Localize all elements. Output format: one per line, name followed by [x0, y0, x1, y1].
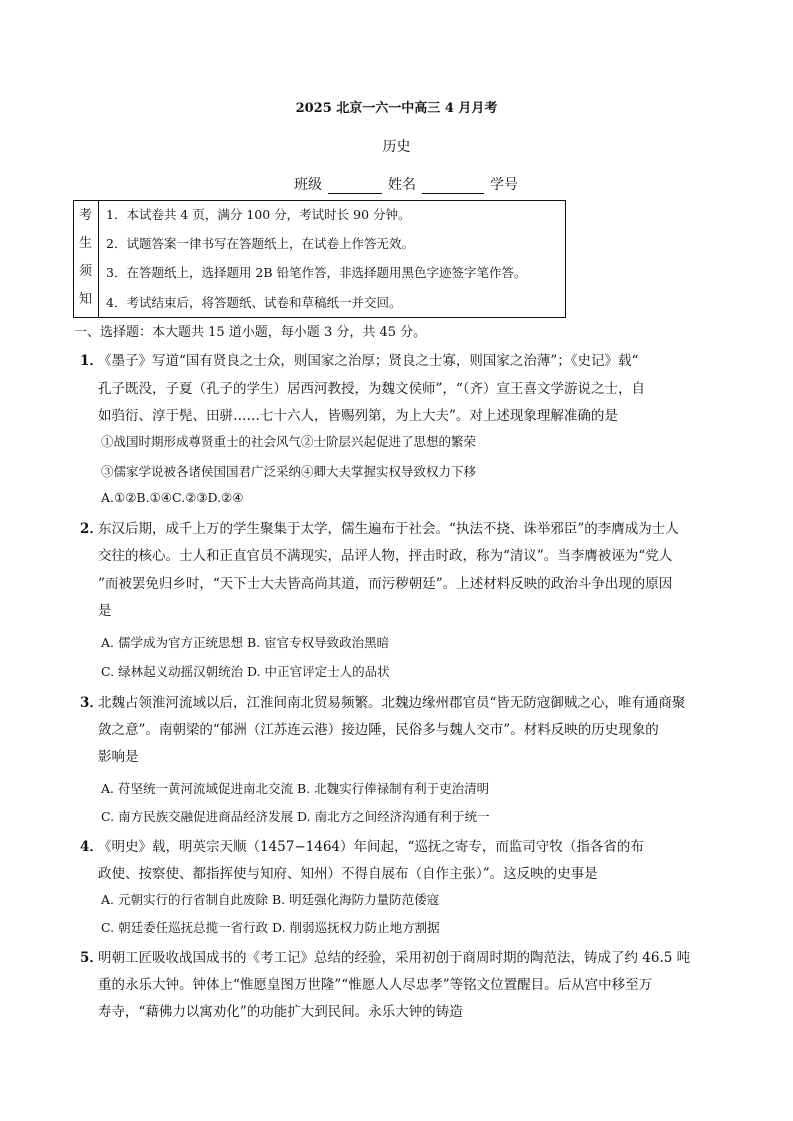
question-number: 2．	[80, 521, 103, 537]
answer-options: A. 元朝实行的行省制自此废除 B. 明廷强化海防力量防范倭寇	[101, 892, 440, 907]
question-text-line: 明朝工匠吸收战国成书的《考工记》总结的经验，采用初创于商周时期的陶范法，铸成了约 46.5 吨	[98, 950, 691, 966]
question-text-line: 是	[98, 603, 112, 619]
answer-options: C. 朝廷委任巡抚总揽一省行政 D. 削弱巡抚权力防止地方割据	[101, 920, 440, 935]
notice-box	[73, 200, 566, 318]
answer-options: A.①②B.①④C.②③D.②④	[101, 490, 244, 505]
class-label: 班级	[294, 177, 322, 193]
answer-options: C. 南方民族交融促进商品经济发展 D. 南北方之间经济沟通有利于统一	[101, 809, 490, 824]
question-statement: ③儒家学说被各诸侯国国君广泛采纳④卿大夫掌握实权导致权力下移	[101, 464, 477, 479]
question-text-line: 敛之意”。南朝梁的“郁洲（江苏连云港）接边陲，民俗多与魏人交市”。材料反映的历史现象的	[98, 722, 659, 738]
question-text-line: 重的永乐大钟。钟体上“惟愿皇图万世隆”“惟愿人人尽忠孝”等铭文位置醒目。后从宫中移至万	[98, 977, 653, 993]
question-text-line: 孔子既没，子夏（孔子的学生）居西河教授，为魏文侯师”，“（齐）宣王喜文学游说之士，自	[98, 381, 646, 397]
question-text-line: 影响是	[98, 749, 139, 765]
name-blank	[422, 179, 484, 194]
question-text-line: ”而被罢免归乡时，“天下士大夫皆高尚其道，而污秽朝廷”。上述材料反映的政治斗争出现的原因	[98, 576, 673, 592]
answer-options: A. 苻坚统一黄河流域促进南北交流 B. 北魏实行俸禄制有利于吏治清明	[101, 781, 490, 796]
question-statement: ①战国时期形成尊贤重士的社会风气②士阶层兴起促进了思想的繁荣	[101, 434, 477, 449]
notice-label	[74, 201, 99, 317]
question-number: 1．	[80, 353, 103, 369]
class-blank	[328, 179, 382, 194]
exam-title: 2025 北京一六一中高三 4 月月考	[295, 101, 498, 116]
section-title: 一、选择题：本大题共 15 道小题，每小题 3 分，共 45 分。	[74, 325, 427, 340]
question-text-line: 北魏占领淮河流域以后，江淮间南北贸易频繁。北魏边缘州郡官员“皆无防寇御贼之心，唯有通商聚	[98, 695, 686, 711]
question-number: 4．	[80, 839, 103, 855]
question-text-line: 寿寺，“藉佛力以寓劝化”的功能扩大到民间。永乐大钟的铸造	[98, 1004, 463, 1020]
id-label: 学号	[490, 177, 518, 193]
notice-item: 4．考试结束后，将答题纸、试卷和草稿纸一并交回。	[106, 295, 402, 310]
question-text-line: 交往的核心。士人和正直官员不满现实，品评人物，抨击时政，称为“清议”。当李膺被诬为“党人	[98, 548, 673, 564]
notice-item: 1．本试卷共 4 页，满分 100 分，考试时长 90 分钟。	[106, 207, 411, 222]
question-number: 5．	[80, 950, 103, 966]
notice-label-char: 知	[79, 292, 93, 307]
notice-label-char: 生	[79, 236, 93, 251]
question-text-line: 《明史》载，明英宗天顺（1457−1464）年间起，“巡抚之寄专，而监司守牧（指各省的布	[98, 839, 644, 855]
question-text-line: 《墨子》写道“国有贤良之士众，则国家之治厚；贤良之士寡，则国家之治薄”；《史记》载“	[98, 353, 639, 369]
student-info-line	[294, 174, 518, 194]
answer-options: A. 儒学成为官方正统思想 B. 宦官专权导致政治黑暗	[101, 635, 390, 650]
answer-options: C. 绿林起义动摇汉朝统治 D. 中正官评定士人的品状	[101, 664, 390, 679]
question-text-line: 如驺衍、淳于髡、田骈……七十六人，皆赐列第，为上大夫”。对上述现象理解准确的是	[98, 408, 618, 424]
notice-label-char: 考	[79, 208, 93, 223]
question-number: 3．	[80, 695, 103, 711]
question-text-line: 东汉后期，成千上万的学生聚集于太学，儒生遍布于社会。“执法不挠、诛举邪臣”的李膺成为士人	[98, 521, 679, 537]
question-text-line: 政使、按察使、都指挥使与知府、知州）不得自展布（自作主张）”。这反映的史事是	[98, 866, 598, 882]
notice-label-char: 须	[79, 264, 93, 279]
name-label: 姓名	[388, 177, 416, 193]
notice-item: 3．在答题纸上，选择题用 2B 铅笔作答，非选择题用黑色字迹签字笔作答。	[106, 265, 527, 280]
subject-title: 历史	[382, 139, 411, 155]
notice-item: 2．试题答案一律书写在答题纸上，在试卷上作答无效。	[106, 236, 414, 251]
